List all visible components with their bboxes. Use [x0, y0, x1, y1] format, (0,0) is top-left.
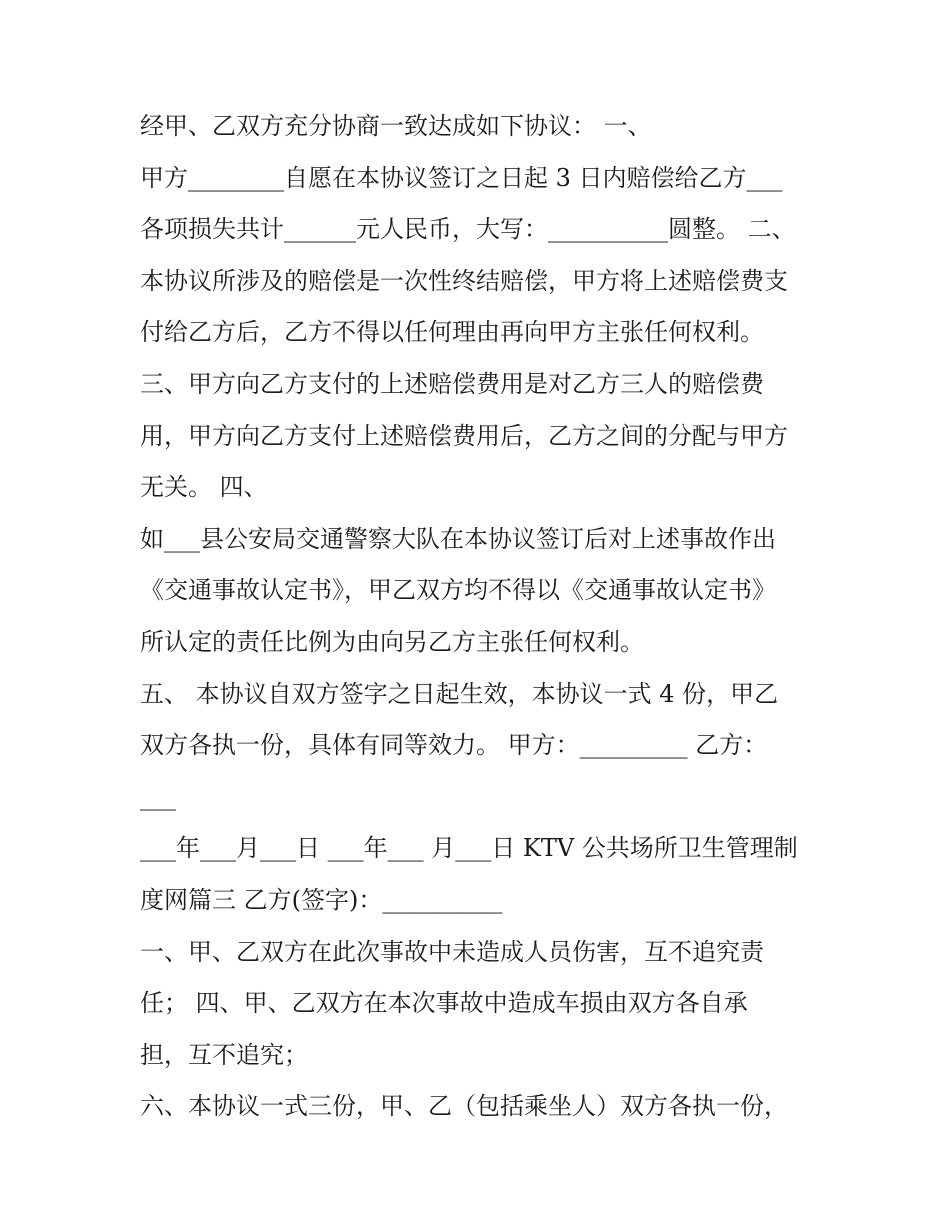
text-line: 各项损失共计______元人民币，大写：__________圆整。 二、 [140, 215, 796, 244]
agreement-body [140, 101, 820, 1133]
text-line: 经甲、乙双方充分协商一致达成如下协议： 一、 [140, 112, 652, 140]
text-line: 担，互不追究； [140, 1040, 308, 1069]
text-line: 任； 四、甲、乙双方在本次事故中造成车损由双方各自承 [140, 989, 748, 1018]
text-line: 一、甲、乙双方在此次事故中未造成人员伤害，互不追究责 [140, 937, 764, 966]
text-line: 所认定的责任比例为由向另乙方主张任何权利。 [140, 627, 644, 656]
text-line: 甲方________自愿在本协议签订之日起 3 日内赔偿给乙方___ [140, 163, 783, 192]
text-line: 六、本协议一式三份，甲、乙（包括乘坐人）双方各执一份， [140, 1092, 788, 1121]
text-line: 双方各执一份，具体有同等效力。 甲方：_________ 乙方： [140, 731, 768, 760]
text-line: 用，甲方向乙方支付上述赔偿费用后，乙方之间的分配与甲方 [140, 421, 788, 450]
text-line: 《交通事故认定书》，甲乙双方均不得以《交通事故认定书》 [140, 576, 776, 605]
text-line: ___年___月___日 ___年___ 月___日 KTV 公共场所卫生管理制 [140, 834, 798, 863]
text-line: 度网篇三 乙方(签字)：__________ [140, 885, 503, 914]
text-line: 本协议所涉及的赔偿是一次性终结赔偿，甲方将上述赔偿费支 [140, 266, 788, 295]
text-line: 无关。 四、 [140, 473, 268, 502]
text-line: ___ [140, 782, 176, 811]
text-line: 付给乙方后，乙方不得以任何理由再向甲方主张任何权利。 [140, 318, 764, 347]
text-line: 如___县公安局交通警察大队在本协议签订后对上述事故作出 [140, 524, 776, 553]
text-line: 五、 本协议自双方签字之日起生效，本协议一式 4 份，甲乙 [140, 679, 779, 708]
text-line: 三、甲方向乙方支付的上述赔偿费用是对乙方三人的赔偿费 [140, 369, 764, 398]
